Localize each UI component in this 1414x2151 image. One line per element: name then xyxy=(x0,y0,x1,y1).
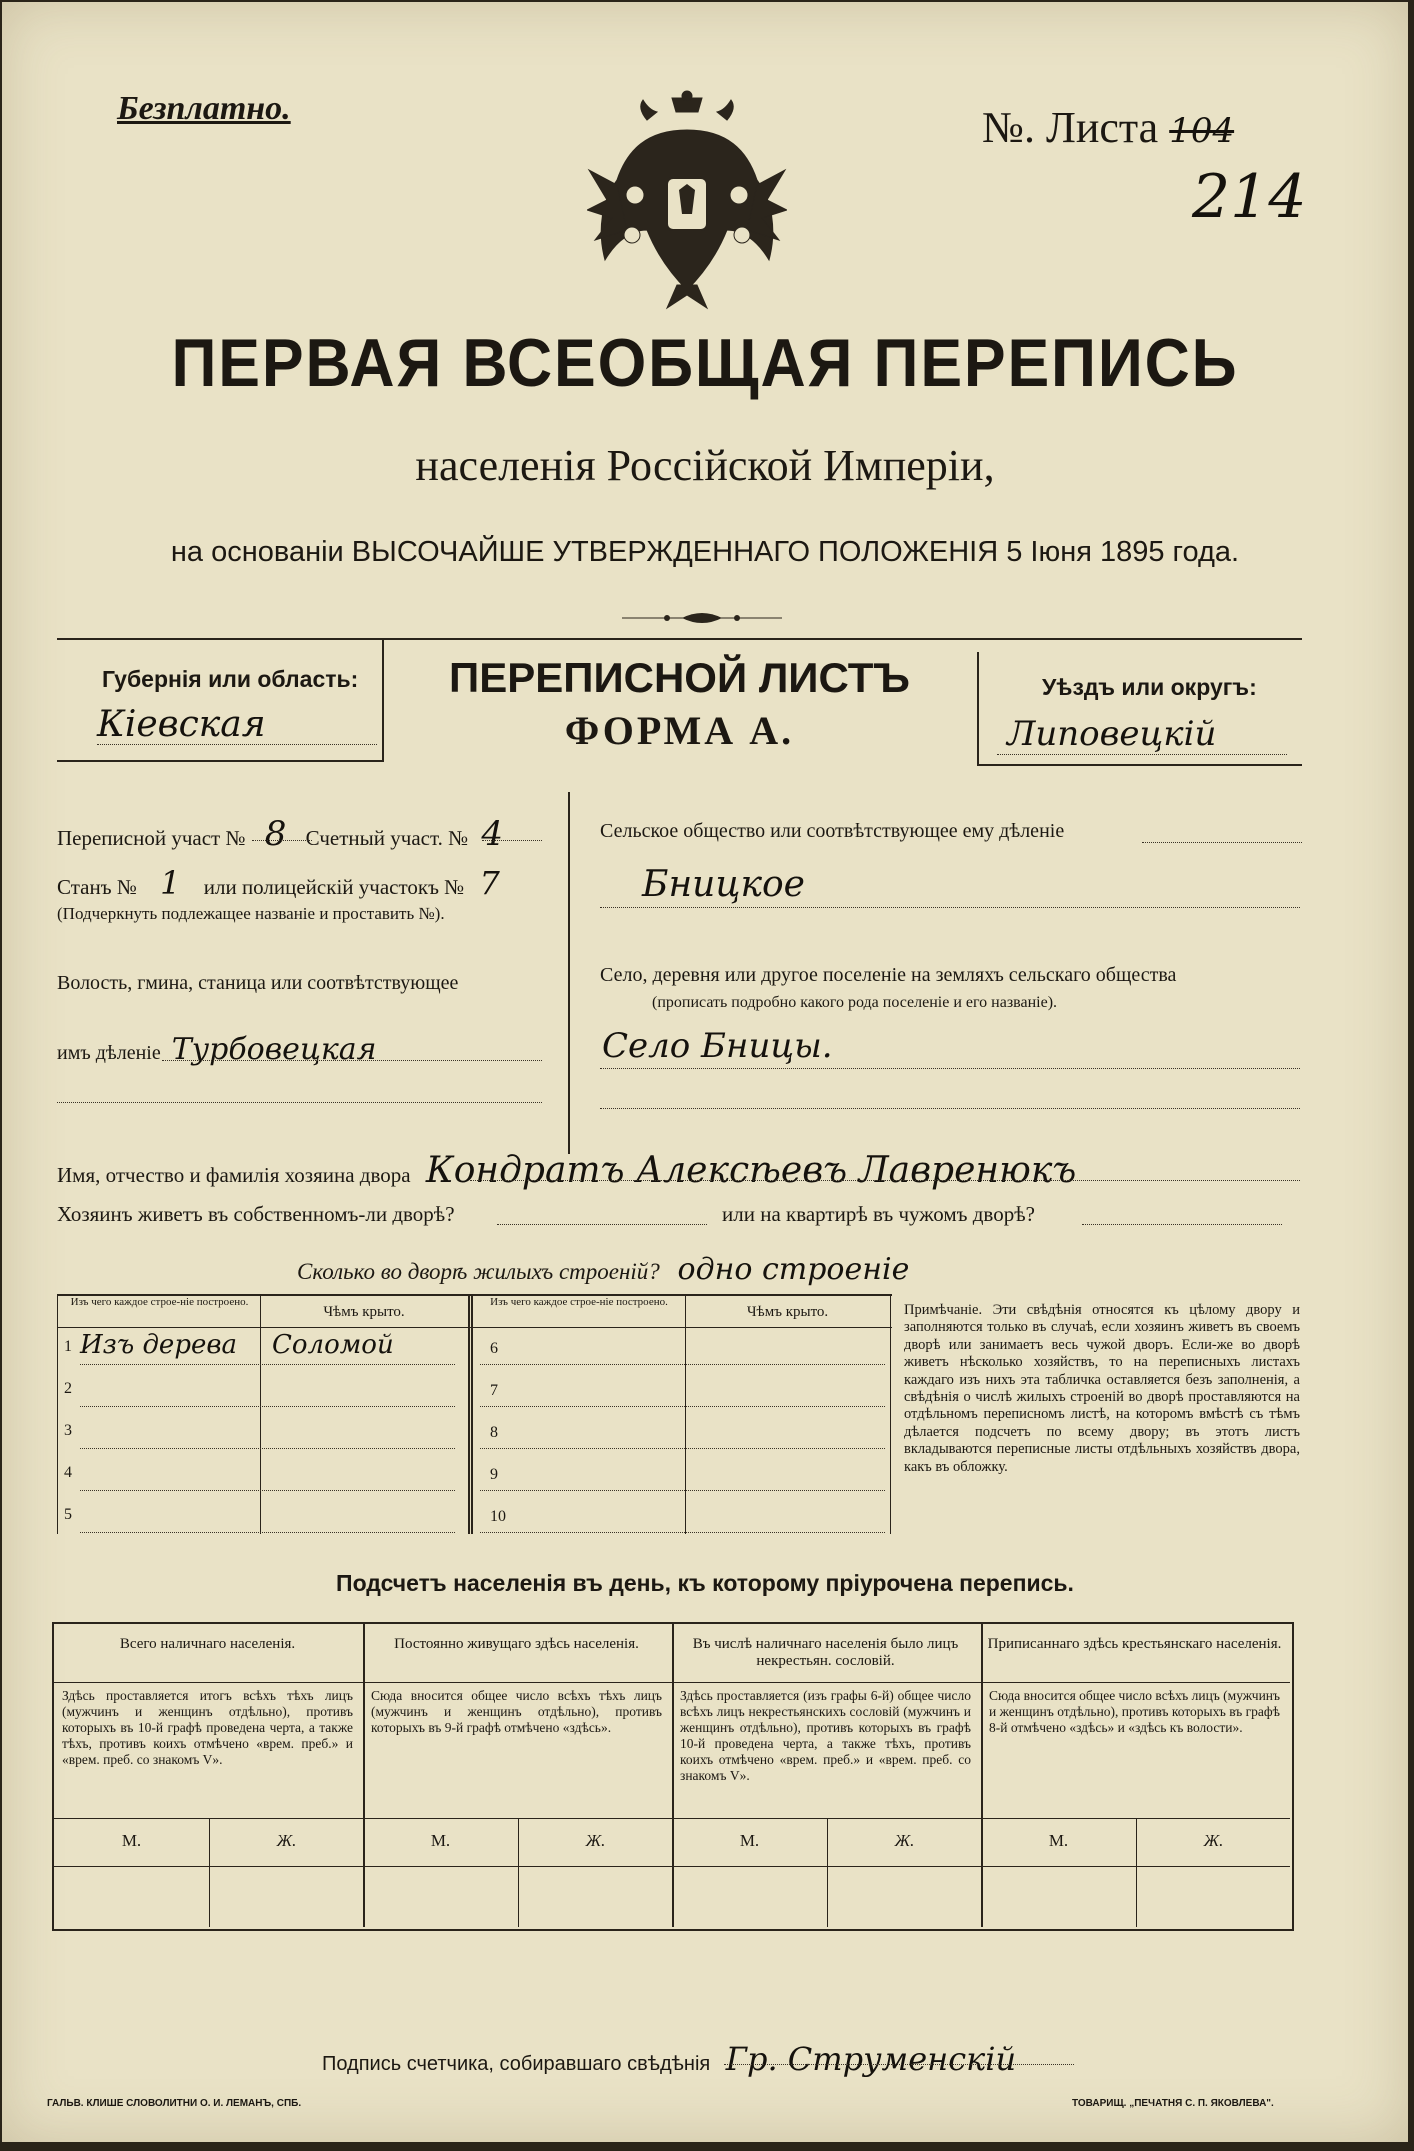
population-male-header: М. xyxy=(430,1831,451,1850)
table-row-rule xyxy=(480,1532,885,1533)
table-row-rule xyxy=(80,1364,455,1365)
population-head-rule xyxy=(672,1682,981,1683)
ornament-divider-icon xyxy=(622,608,782,628)
population-female-header: Ж. xyxy=(585,1831,606,1850)
count-area-value: 4 xyxy=(481,814,503,854)
table-row-number: 10 xyxy=(490,1508,506,1525)
table-row-number: 9 xyxy=(490,1466,498,1483)
population-female-header: Ж. xyxy=(1203,1831,1224,1850)
population-col-divider xyxy=(672,1624,674,1927)
field-rule xyxy=(162,1060,542,1061)
population-head-rule xyxy=(363,1682,672,1683)
census-area-label: Переписной участ № xyxy=(57,826,246,850)
population-col-head: Всего наличнаго населенія. xyxy=(119,1636,296,1652)
owner-label: Имя, отчество и фамилія хозяина двора xyxy=(57,1163,411,1187)
owner-value: Кондратъ Алексѣевъ Лавренюкъ xyxy=(425,1150,1077,1191)
buildings-value: одно строеніе xyxy=(677,1252,910,1287)
buildings-table-border xyxy=(685,1294,686,1534)
col-roof-left: Чѣмъ крыто. xyxy=(323,1304,405,1320)
census-area-value: 8 xyxy=(264,814,287,854)
table-cell-roof: Соломой xyxy=(272,1330,394,1360)
table-row-number: 7 xyxy=(490,1382,498,1399)
buildings-table-border xyxy=(468,1294,473,1534)
owner-row xyxy=(57,1150,1076,1191)
village-note: (прописать подробно какого рода поселеніе и его названіе). xyxy=(652,994,1058,1011)
sheet-number xyxy=(982,102,1234,153)
table-row-number: 8 xyxy=(490,1424,498,1441)
population-male-header: М. xyxy=(1048,1831,1069,1850)
stan-note: (Подчеркнуть подлежащее названіе и проставить №). xyxy=(57,904,445,923)
province-value: Кіевская xyxy=(97,704,266,745)
buildings-row xyxy=(297,1252,909,1287)
field-rule xyxy=(470,1180,1300,1181)
page-subtitle: населенія Россійской Имперіи, xyxy=(415,441,995,490)
population-col-desc: Здѣсь проставляется итогъ всѣхъ тѣхъ лицъ (мужчинъ и женщинъ отдѣльно), противъ которыхъ въ 10-й графѣ проведена черта, а также тѣхъ, противъ коихъ отмѣчено «врем. преб.» и «врем. преб. со знакомъ V». xyxy=(62,1688,353,1767)
census-sheet xyxy=(2,2,1408,2142)
table-row-number: 4 xyxy=(64,1464,72,1481)
signature-value: Гр. Струменскій xyxy=(725,2040,1017,2078)
society-label: Сельское общество или соотвѣтствующее ему дѣленіе xyxy=(600,820,1065,842)
table-row-rule xyxy=(80,1448,455,1449)
field-rule xyxy=(600,1108,1300,1109)
police-value: 7 xyxy=(479,864,500,902)
sheet-number-label: №. Листа xyxy=(982,103,1159,152)
box-divider xyxy=(977,652,979,764)
buildings-table-border xyxy=(57,1327,892,1328)
buildings-table-border xyxy=(890,1294,891,1534)
fields-divider xyxy=(568,792,570,1154)
province-label: Губернія или область: xyxy=(102,666,359,692)
population-head-rule xyxy=(54,1682,363,1683)
table-row-number: 3 xyxy=(64,1422,72,1439)
province-box-bottom xyxy=(57,760,382,762)
population-col-desc: Сюда вносится общее число всѣхъ тѣхъ лицъ (мужчинъ и женщинъ отдѣльно), противъ которыхъ въ 9-й графѣ отмѣчено «здѣсь». xyxy=(371,1688,662,1735)
field-rule xyxy=(600,907,1300,908)
population-female-header: Ж. xyxy=(276,1831,297,1850)
district-value: Липовецкій xyxy=(1007,714,1217,754)
table-cell-material: Изъ дерева xyxy=(80,1330,237,1360)
printer-left: ГАЛЬВ. КЛИШЕ СЛОВОЛИТНИ О. И. ЛЕМАНЪ, СПБ. xyxy=(47,2098,302,2109)
field-rule xyxy=(482,840,542,841)
police-label: или полицейскій участокъ № xyxy=(203,875,465,899)
census-area-row xyxy=(57,814,503,854)
population-male-header: М. xyxy=(121,1831,142,1850)
col-roof-right: Чѣмъ крыто. xyxy=(746,1304,829,1320)
field-rule xyxy=(1082,1224,1282,1225)
table-row-number: 1 xyxy=(64,1338,72,1355)
district-label: Уѣздъ или округъ: xyxy=(1042,674,1257,700)
population-head-rule xyxy=(981,1682,1290,1683)
province-rule xyxy=(97,744,377,745)
population-col-desc: Сюда вносится общее число всѣхъ лицъ (мужчинъ и женщинъ отдѣльно), противъ которыхъ въ графѣ 8-й отмѣчено «здѣсь» и «здѣсь къ волости». xyxy=(989,1688,1280,1735)
field-rule xyxy=(252,840,312,841)
population-title: Подсчетъ населенія въ день, къ которому пріурочена перепись. xyxy=(336,1570,1074,1596)
population-col-head: Въ числѣ наличнаго населенія было лицъ некрестьян. сословій. xyxy=(692,1636,959,1670)
table-row-rule xyxy=(480,1364,885,1365)
field-rule xyxy=(1142,842,1302,843)
population-col-head: Постоянно живущаго здѣсь населенія. xyxy=(394,1636,639,1652)
printer-right: ТОВАРИЩ. „ПЕЧАТНЯ С. П. ЯКОВЛЕВА". xyxy=(1072,2098,1274,2109)
legal-basis: на основаніи ВЫСОЧАЙШЕ УТВЕРЖДЕННАГО ПОЛОЖЕНІЯ 5 Іюня 1895 года. xyxy=(170,536,1240,568)
volost-label: Волость, гмина, станица или соотвѣтствующее xyxy=(57,972,459,994)
page-title: ПЕРВАЯ ВСЕОБЩАЯ ПЕРЕПИСЬ xyxy=(171,325,1239,401)
signature-row xyxy=(322,2040,1016,2078)
volost-row xyxy=(57,1032,377,1067)
sheet-number-crossed: 104 xyxy=(1169,111,1235,151)
table-row-rule xyxy=(80,1532,455,1533)
table-row-rule xyxy=(480,1448,885,1449)
top-box-border xyxy=(57,638,1302,640)
population-male-header: М. xyxy=(739,1831,760,1850)
buildings-table-border xyxy=(260,1294,261,1534)
village-value: Село Бницы. xyxy=(602,1026,833,1066)
col-material-right: Изъ чего каждое строе-ніе построено. xyxy=(490,1296,668,1308)
buildings-table-border xyxy=(57,1294,58,1534)
village-label: Село, деревня или другое поселеніе на земляхъ сельскаго общества xyxy=(600,964,1177,986)
field-rule xyxy=(600,1068,1300,1069)
buildings-label: Сколько во дворѣ жилыхъ строеній? xyxy=(297,1259,660,1284)
signature-rule xyxy=(724,2064,1074,2065)
sheet-number-handwritten: 214 xyxy=(1192,162,1307,232)
society-value: Бницкое xyxy=(642,864,805,905)
count-area-label: Счетный участ. № xyxy=(305,826,469,850)
signature-label: Подпись счетчика, собиравшаго свѣдѣнія xyxy=(322,2053,711,2075)
double-eagle-emblem-icon xyxy=(587,90,787,310)
population-female-header: Ж. xyxy=(894,1831,915,1850)
buildings-note: Примѣчаніе. Эти свѣдѣнія относятся къ цѣлому двору и заполняются только въ случаѣ, если хозяинъ живетъ въ своемъ дворѣ или занимаетъ весь чужой дворъ. Если-же во дворѣ живетъ нѣсколько хозяйствъ, то на переписныхъ листахъ каждаго изъ нихъ эта табличка оставляется безъ заполненія, а свѣдѣнія о числѣ жилыхъ строеній во дворѣ проставляются на отдѣльномъ переписномъ листѣ, на которомъ вмѣстѣ съ тѣмъ дѣлается подсчетъ по всему двору; въ этотъ листъ вкладываются переписные листы отдѣльныхъ хозяйствъ двора, какъ въ обложку. xyxy=(904,1302,1300,1475)
col-material-left: Изъ чего каждое строе-ніе построено. xyxy=(70,1296,249,1308)
population-col-divider xyxy=(363,1624,365,1927)
table-row-rule xyxy=(480,1490,885,1491)
table-row-number: 6 xyxy=(490,1340,498,1357)
population-col-divider xyxy=(981,1624,983,1927)
field-rule xyxy=(497,1224,707,1225)
free-label: Безплатно. xyxy=(117,90,291,127)
population-col-desc: Здѣсь проставляется (изъ графы 6-й) общее число всѣхъ лицъ некрестьянскихъ сословій (мужчинъ и женщинъ отдѣльно), противъ которыхъ въ графѣ 10-й проведена черта, а также тѣхъ, противъ коихъ отмѣчено «врем. преб.» и «врем. преб. со знакомъ V». xyxy=(680,1688,971,1783)
rent-label: или на квартирѣ въ чужомъ дворѣ? xyxy=(722,1202,1035,1226)
form-subtitle: ФОРМА А. xyxy=(564,708,795,753)
field-rule xyxy=(57,1102,542,1103)
district-box-bottom xyxy=(977,764,1302,766)
stan-label: Станъ № xyxy=(57,875,137,899)
volost-label-2: имъ дѣленіе xyxy=(57,1042,161,1064)
table-row-number: 5 xyxy=(64,1506,72,1523)
own-yard-label: Хозяинъ живетъ въ собственномъ-ли дворѣ? xyxy=(57,1202,455,1226)
table-row-rule xyxy=(80,1490,455,1491)
district-rule xyxy=(997,754,1287,755)
form-title: ПЕРЕПИСНОЙ ЛИСТЪ xyxy=(449,654,910,701)
table-row-rule xyxy=(480,1406,885,1407)
stan-value: 1 xyxy=(160,864,181,902)
population-col-head: Приписаннаго здѣсь крестьянскаго населенія. xyxy=(987,1636,1282,1652)
table-row-number: 2 xyxy=(64,1380,72,1397)
table-row-rule xyxy=(80,1406,455,1407)
stan-row xyxy=(57,864,500,902)
volost-value: Турбовецкая xyxy=(171,1032,377,1067)
